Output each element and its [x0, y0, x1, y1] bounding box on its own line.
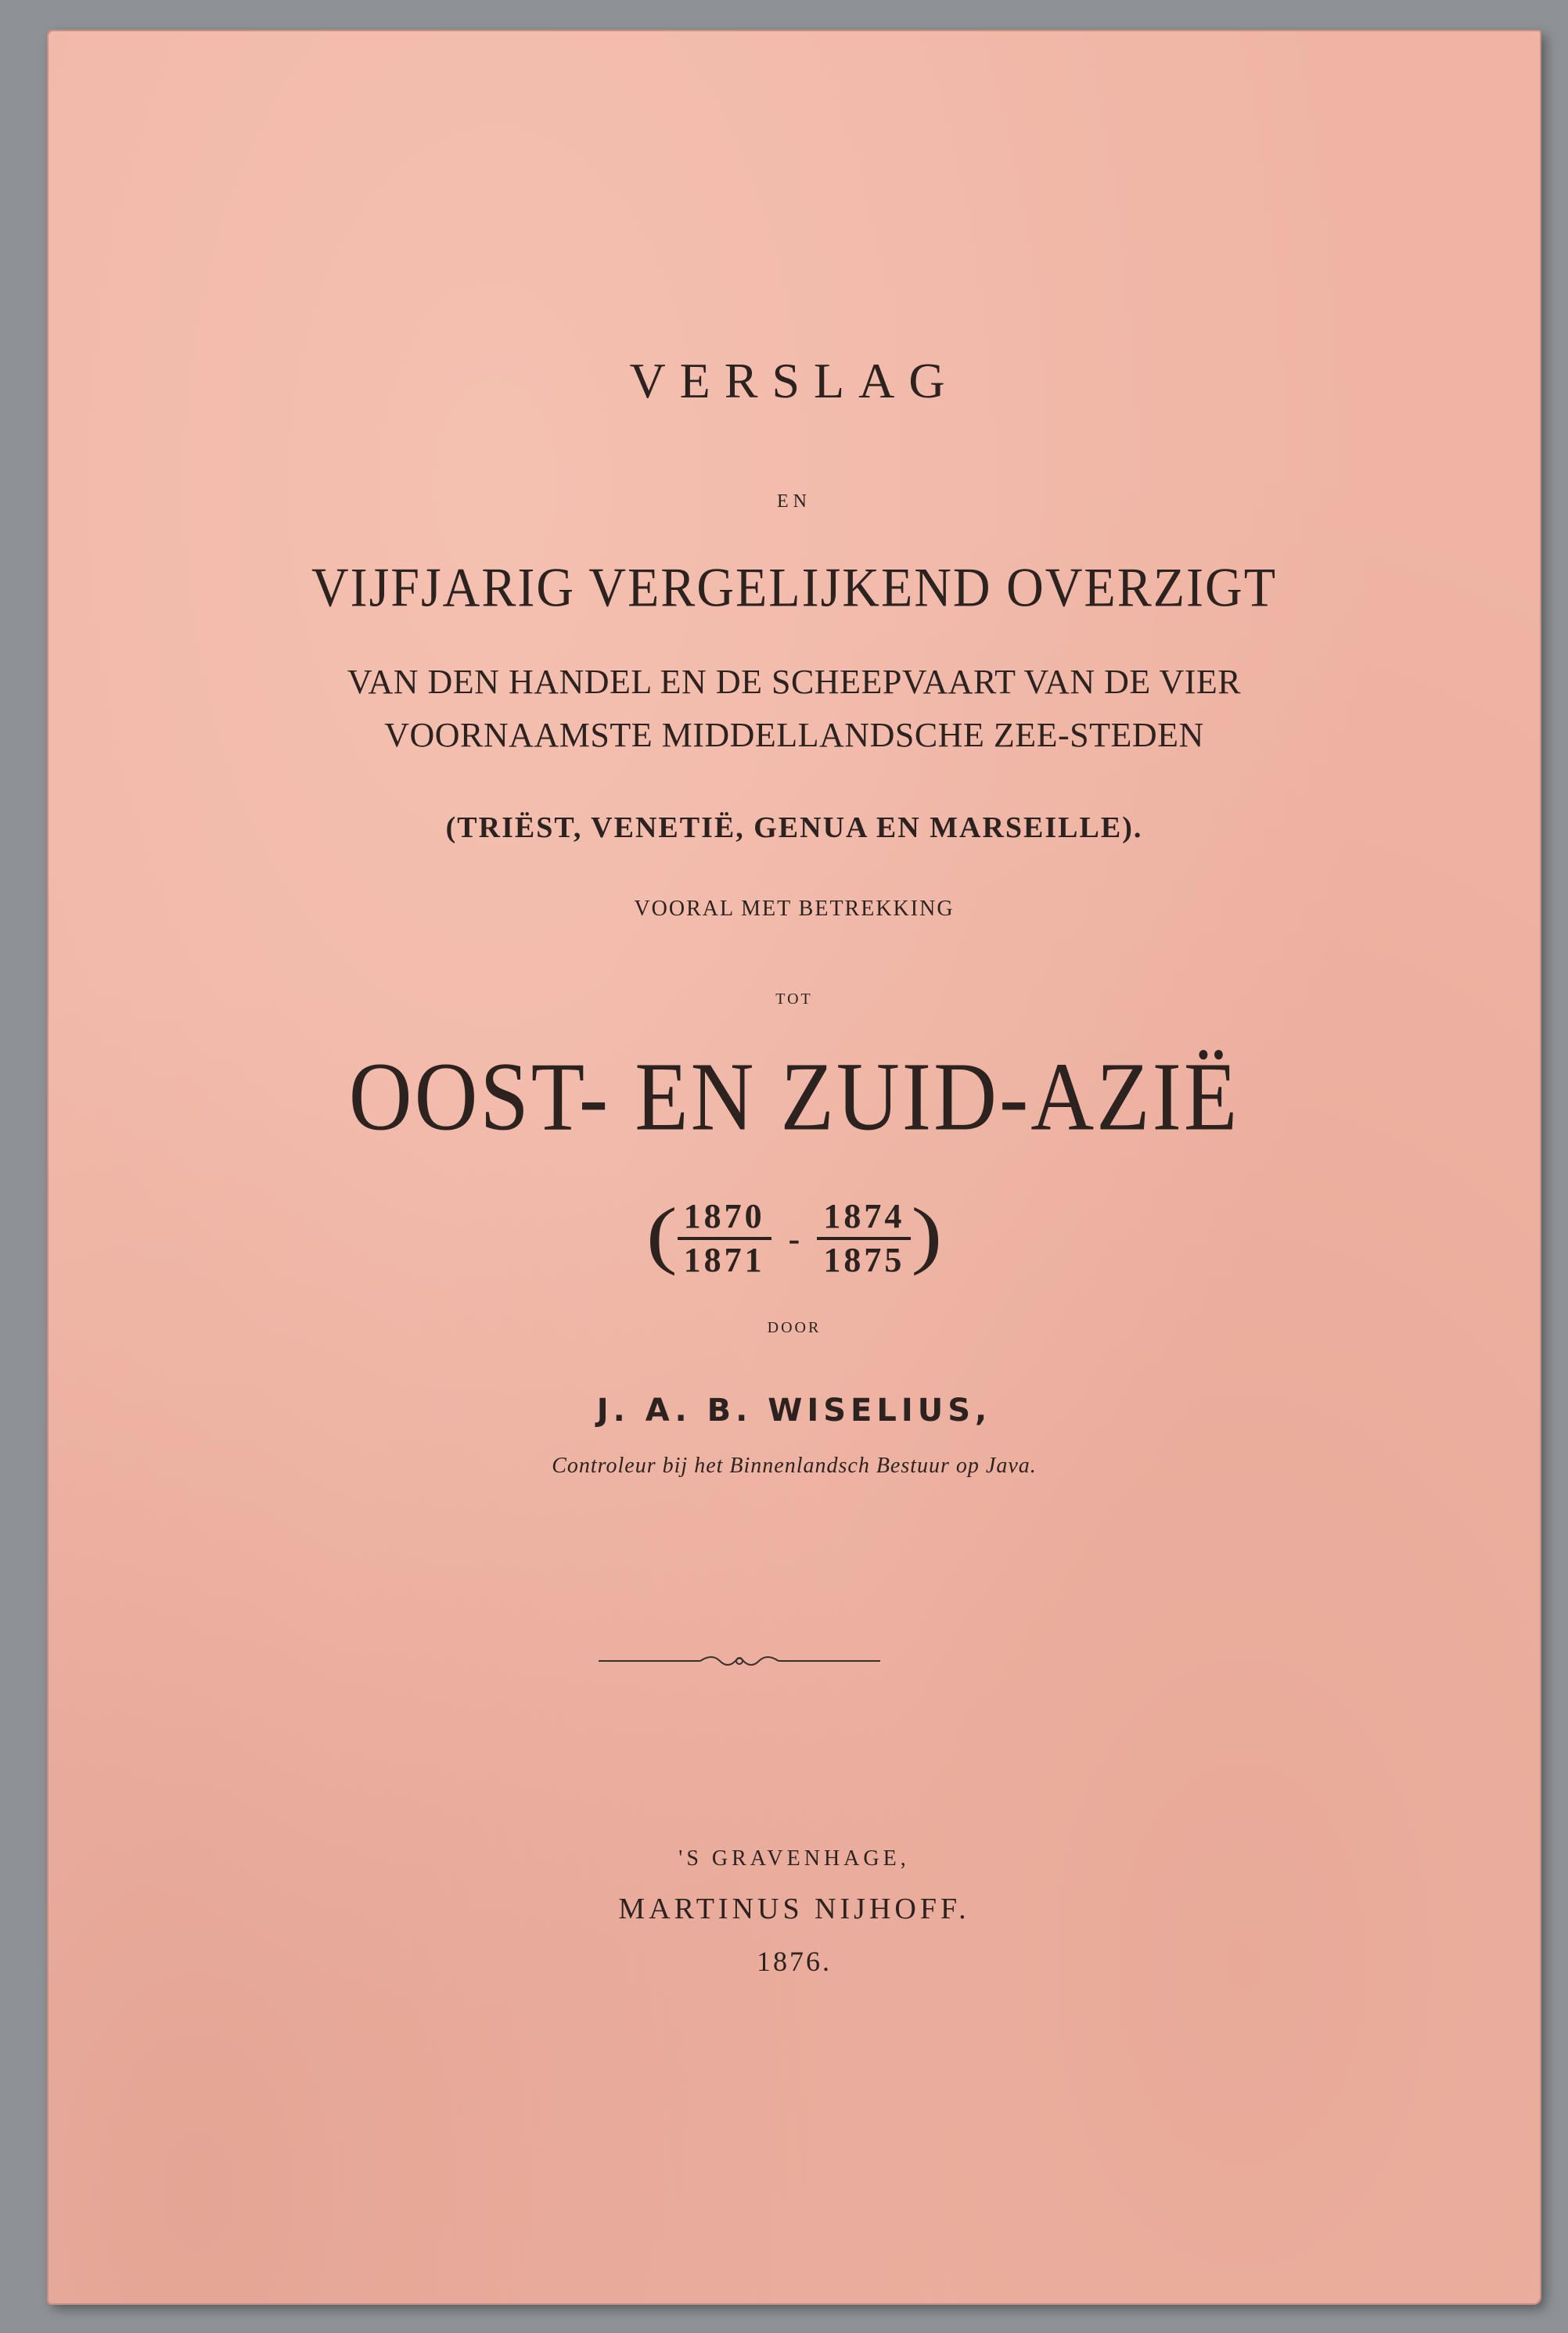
publication-year: 1876.	[757, 1946, 832, 1977]
year-open-paren: (	[646, 1192, 678, 1276]
publisher: MARTINUS NIJHOFF.	[618, 1893, 970, 1925]
ornament-divider	[599, 1649, 880, 1673]
title-page	[47, 30, 1541, 2305]
subtitle: VIJFJARIG VERGELIJKEND OVERZIGT	[311, 557, 1278, 619]
conjunction-en: EN	[777, 491, 811, 512]
door-line: DOOR	[767, 1319, 822, 1336]
year-first-denominator: 1871	[683, 1241, 765, 1279]
year-second-numerator: 1874	[817, 1199, 911, 1240]
vooral-line: VOORAL MET BETREKKING	[634, 897, 955, 921]
author-role: Controleur bij het Binnenlandsch Bestuur op Java.	[552, 1454, 1037, 1478]
author: J. A. B. WISELIUS,	[596, 1393, 992, 1429]
year-range	[47, 1192, 1541, 1282]
year-first-numerator: 1870	[678, 1199, 771, 1240]
year-second-denominator: 1875	[823, 1241, 905, 1279]
place: 'S GRAVENHAGE,	[678, 1846, 910, 1871]
year-fraction-first	[678, 1199, 771, 1278]
region-title: OOST- EN ZUID-AZIË	[348, 1042, 1240, 1152]
subtitle-line-2: VOORNAAMSTE MIDDELLANDSCHE ZEE-STEDEN	[384, 716, 1204, 754]
year-close-paren: )	[911, 1192, 943, 1276]
title: VERSLAG	[629, 353, 959, 408]
year-dash: -	[788, 1219, 800, 1258]
subtitle-line-1: VAN DEN HANDEL EN DE SCHEEPVAART VAN DE VIER	[347, 663, 1242, 701]
cities: (TRIËST, VENETIË, GENUA EN MARSEILLE).	[445, 811, 1143, 844]
year-fraction-second	[817, 1199, 911, 1278]
tot-line: TOT	[775, 990, 813, 1008]
